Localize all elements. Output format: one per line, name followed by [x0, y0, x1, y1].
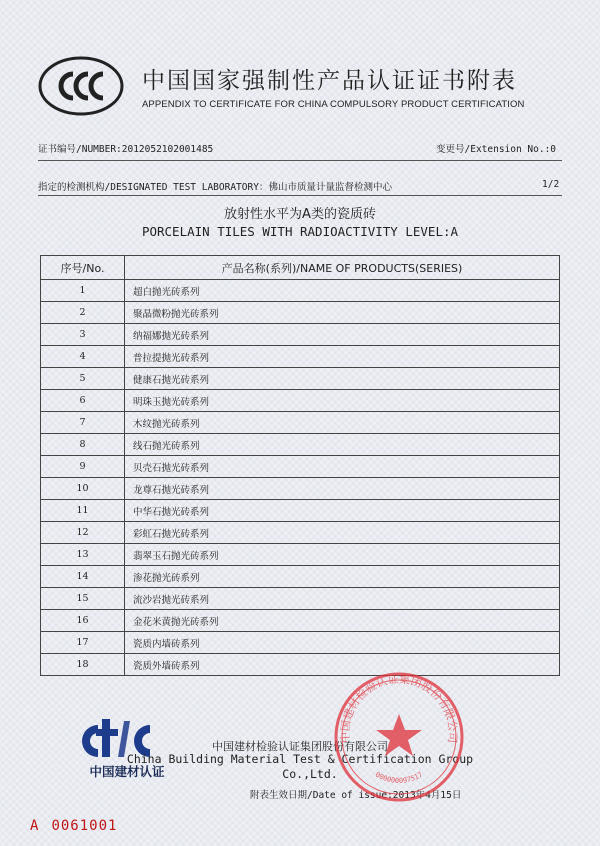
- seal-text: 中国建材检验认证集团股份有限公司: [338, 672, 460, 744]
- serial-number-row: [30, 818, 117, 834]
- serial-number: 0061001: [51, 818, 118, 834]
- product-name: 木纹抛光砖系列: [125, 412, 560, 434]
- row-number: 13: [41, 544, 125, 566]
- table-row: [41, 324, 560, 346]
- product-name: 中华石抛光砖系列: [125, 500, 560, 522]
- table-row: [41, 390, 560, 412]
- issuer-name-en-line2: Co.,Ltd.: [282, 767, 338, 781]
- product-name: 金花米黄抛光砖系列: [125, 610, 560, 632]
- designated-lab-name: 佛山市质量计量监督检测中心: [268, 182, 392, 193]
- row-number: 17: [41, 632, 125, 654]
- row-number: 1: [41, 280, 125, 302]
- issue-date-label: 附表生效日期/Date of issue:: [250, 790, 393, 801]
- title-en: APPENDIX TO CERTIFICATE FOR CHINA COMPULSORY PRODUCT CERTIFICATION: [142, 99, 525, 110]
- table-row: [41, 412, 560, 434]
- divider-bottom: [38, 195, 562, 196]
- products-table: [40, 255, 560, 676]
- header-product-name: 产品名称(系列)/NAME OF PRODUCTS(SERIES): [125, 256, 560, 280]
- table-row: [41, 478, 560, 500]
- row-number: 7: [41, 412, 125, 434]
- row-number: 8: [41, 434, 125, 456]
- product-name: 翡翠玉石抛光砖系列: [125, 544, 560, 566]
- header-no: 序号/No.: [41, 256, 125, 280]
- designated-lab-row: [38, 179, 392, 193]
- table-row: [41, 434, 560, 456]
- product-name: 超白抛光砖系列: [125, 280, 560, 302]
- certificate-number-label: 证书编号/NUMBER:: [38, 144, 122, 155]
- divider-top: [38, 160, 562, 161]
- table-row: [41, 302, 560, 324]
- product-name: 瓷质内墙砖系列: [125, 632, 560, 654]
- section-title-cn: 放射性水平为A类的瓷质砖: [224, 207, 376, 222]
- serial-letter: A: [30, 818, 40, 834]
- row-number: 4: [41, 346, 125, 368]
- company-seal: [330, 668, 468, 806]
- product-name: 聚晶微粉抛光砖系列: [125, 302, 560, 324]
- page-number: 1/2: [542, 179, 560, 190]
- table-row: [41, 346, 560, 368]
- issue-date: 2013年4月15日: [392, 790, 462, 801]
- issuer-name-en: [0, 752, 600, 782]
- designated-lab-label: 指定的检测机构/DESIGNATED TEST LABORATORY：: [38, 182, 269, 193]
- product-name: 流沙岩抛光砖系列: [125, 588, 560, 610]
- table-row: [41, 456, 560, 478]
- issuer-name-cn: 中国建材检验认证集团股份有限公司: [212, 740, 388, 753]
- row-number: 6: [41, 390, 125, 412]
- table-header-row: [41, 256, 560, 280]
- table-row: [41, 522, 560, 544]
- product-name: 瓷质外墙砖系列: [125, 654, 560, 676]
- ctc-brand-text: 中国建材认证: [89, 764, 165, 779]
- table-row: [41, 368, 560, 390]
- product-name: 彩虹石抛光砖系列: [125, 522, 560, 544]
- row-number: 3: [41, 324, 125, 346]
- table-row: [41, 544, 560, 566]
- row-number: 11: [41, 500, 125, 522]
- product-name: 明珠玉抛光砖系列: [125, 390, 560, 412]
- table-row: [41, 500, 560, 522]
- title-cn: 中国国家强制性产品认证证书附表: [142, 68, 517, 94]
- row-number: 2: [41, 302, 125, 324]
- extension-number-label: 变更号/Extension No.:: [436, 144, 551, 155]
- ccc-logo-icon: [38, 56, 124, 116]
- table-row: [41, 654, 560, 676]
- product-name: 健康石抛光砖系列: [125, 368, 560, 390]
- svg-text:000000097517: [374, 771, 424, 785]
- row-number: 14: [41, 566, 125, 588]
- table-row: [41, 566, 560, 588]
- row-number: 9: [41, 456, 125, 478]
- seal-number: 000000097517: [373, 770, 425, 785]
- products-table-body: [41, 280, 560, 676]
- product-name: 纳福娜抛光砖系列: [125, 324, 560, 346]
- table-row: [41, 610, 560, 632]
- row-number: 15: [41, 588, 125, 610]
- extension-number: 0: [550, 144, 557, 155]
- row-number: 18: [41, 654, 125, 676]
- product-name: 渗花抛光砖系列: [125, 566, 560, 588]
- row-number: 5: [41, 368, 125, 390]
- product-name: 普拉提抛光砖系列: [125, 346, 560, 368]
- issuer-name-en-line1: China Building Material Test & Certification Group: [126, 752, 474, 766]
- row-number: 16: [41, 610, 125, 632]
- section-title-en: PORCELAIN TILES WITH RADIOACTIVITY LEVEL:A: [141, 224, 459, 239]
- product-name: 龙尊石抛光砖系列: [125, 478, 560, 500]
- table-row: [41, 280, 560, 302]
- product-name: 贝壳石抛光砖系列: [125, 456, 560, 478]
- table-row: [41, 632, 560, 654]
- certificate-number: 2012052102001485: [121, 144, 214, 155]
- product-name: 线石抛光砖系列: [125, 434, 560, 456]
- row-number: 10: [41, 478, 125, 500]
- extension-number-row: [436, 141, 556, 155]
- certificate-number-row: [38, 141, 213, 155]
- row-number: 12: [41, 522, 125, 544]
- table-row: [41, 588, 560, 610]
